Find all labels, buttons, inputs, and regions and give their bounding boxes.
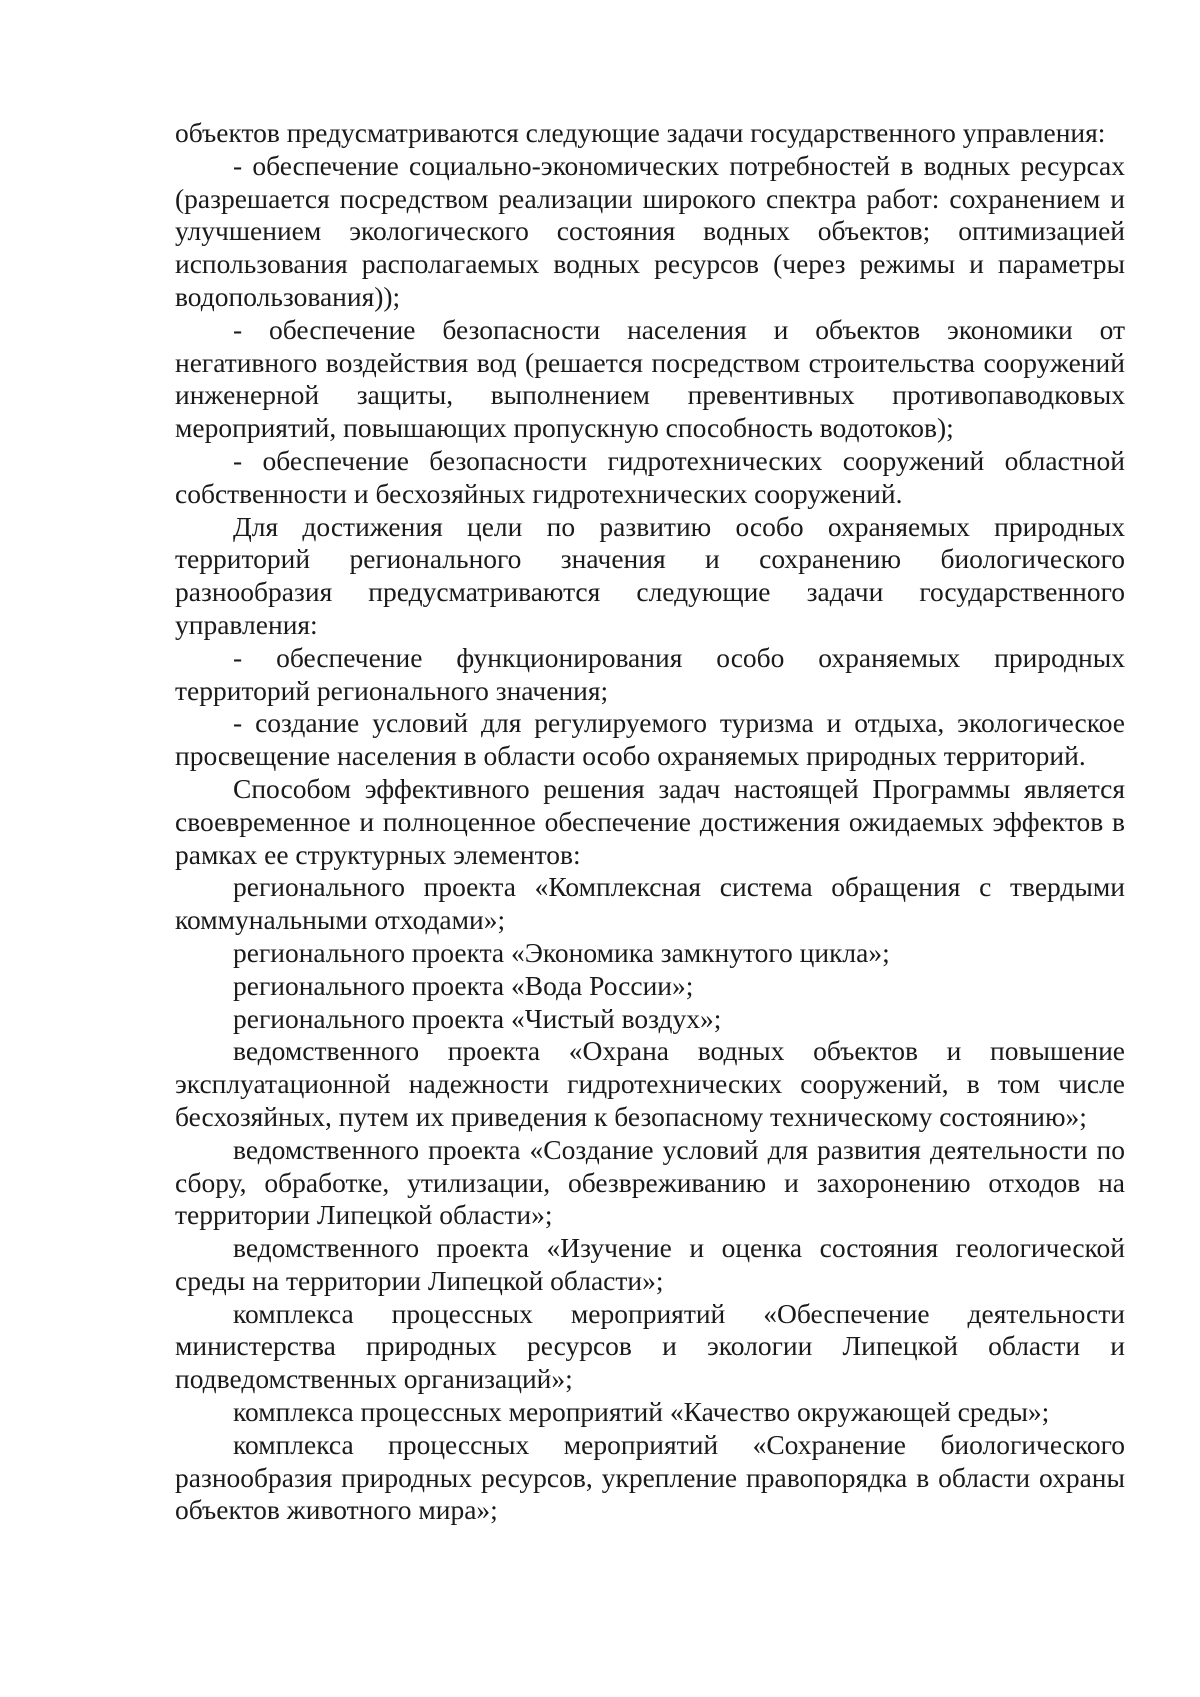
paragraph-tasks-intro: объектов предусматриваются следующие задачи государственного управления: (175, 117, 1106, 148)
paragraph-tourism-conditions: - создание условий для регулируемого туризма и отдыха, экологическое просвещение населения в области особо охраняемых природных территорий. (175, 707, 1125, 772)
paragraph-hydro-safety: - обеспечение безопасности гидротехнических сооружений областной собственности и бесхозяйных гидротехнических сооружений. (175, 444, 1125, 509)
paragraph-dept-project-geology: ведомственного проекта «Изучение и оценка состояния геологической среды на территории Липецкой области»; (175, 1232, 1125, 1296)
paragraph-project-solid-waste: регионального проекта «Комплексная система обращения с твердыми коммунальными отходами»; (175, 871, 1125, 936)
paragraph-dept-project-waste: ведомственного проекта «Создание условий для развития деятельности по сбору, обработке, утилизации, обезвреживанию и захоронению отходов на территории Липецкой области»; (175, 1133, 1125, 1231)
paragraph-complex-biodiversity: комплекса процессных мероприятий «Сохранение биологического разнообразия природных ресурсов, укрепление правопорядка в области охраны объектов животного мира»; (175, 1428, 1125, 1526)
paragraph-dept-project-water-objects: ведомственного проекта «Охрана водных объектов и повышение эксплуатационной надежности гидротехнических сооружений, в том числе бесхозяйных, путем их приведения к безопасному техническому состоянию»; (175, 1035, 1125, 1132)
paragraph-project-water-russia: регионального проекта «Вода России»; (233, 969, 694, 1001)
paragraph-protected-areas-goal: Для достижения цели по развитию особо охраняемых природных территорий регионального значения и сохранению биологического разнообразия предусматриваются следующие задачи государственного управления: (175, 510, 1125, 640)
paragraph-complex-environment-quality: комплекса процессных мероприятий «Качество окружающей среды»; (233, 1396, 1050, 1428)
paragraph-water-needs: - обеспечение социально-экономических потребностей в водных ресурсах (разрешается посредством реализации широкого спектра работ: сохранением и улучшением экологического состояния водных объектов; оптимизацией использования располагаемых водных ресурсов (через режимы и параметры водопользования)); (175, 149, 1125, 312)
paragraph-project-clean-air: регионального проекта «Чистый воздух»; (233, 1002, 722, 1034)
paragraph-complex-ministry: комплекса процессных мероприятий «Обеспечение деятельности министерства природных ресурсов и экологии Липецкой области и подведомственных организаций»; (175, 1297, 1125, 1395)
paragraph-population-safety: - обеспечение безопасности населения и объектов экономики от негативного воздействия вод (решается посредством строительства сооружений инженерной защиты, выполнением превентивных противопаводковых мероприятий, повышающих пропускную способность водотоков); (175, 313, 1125, 444)
paragraph-program-method: Способом эффективного решения задач настоящей Программы является своевременное и полноценное обеспечение достижения ожидаемых эффектов в рамках ее структурных элементов: (175, 772, 1125, 870)
paragraph-protected-areas-functioning: - обеспечение функционирования особо охраняемых природных территорий регионального значения; (175, 641, 1125, 706)
paragraph-project-circular-economy: регионального проекта «Экономика замкнутого цикла»; (233, 936, 890, 968)
document-body (175, 117, 1125, 1527)
